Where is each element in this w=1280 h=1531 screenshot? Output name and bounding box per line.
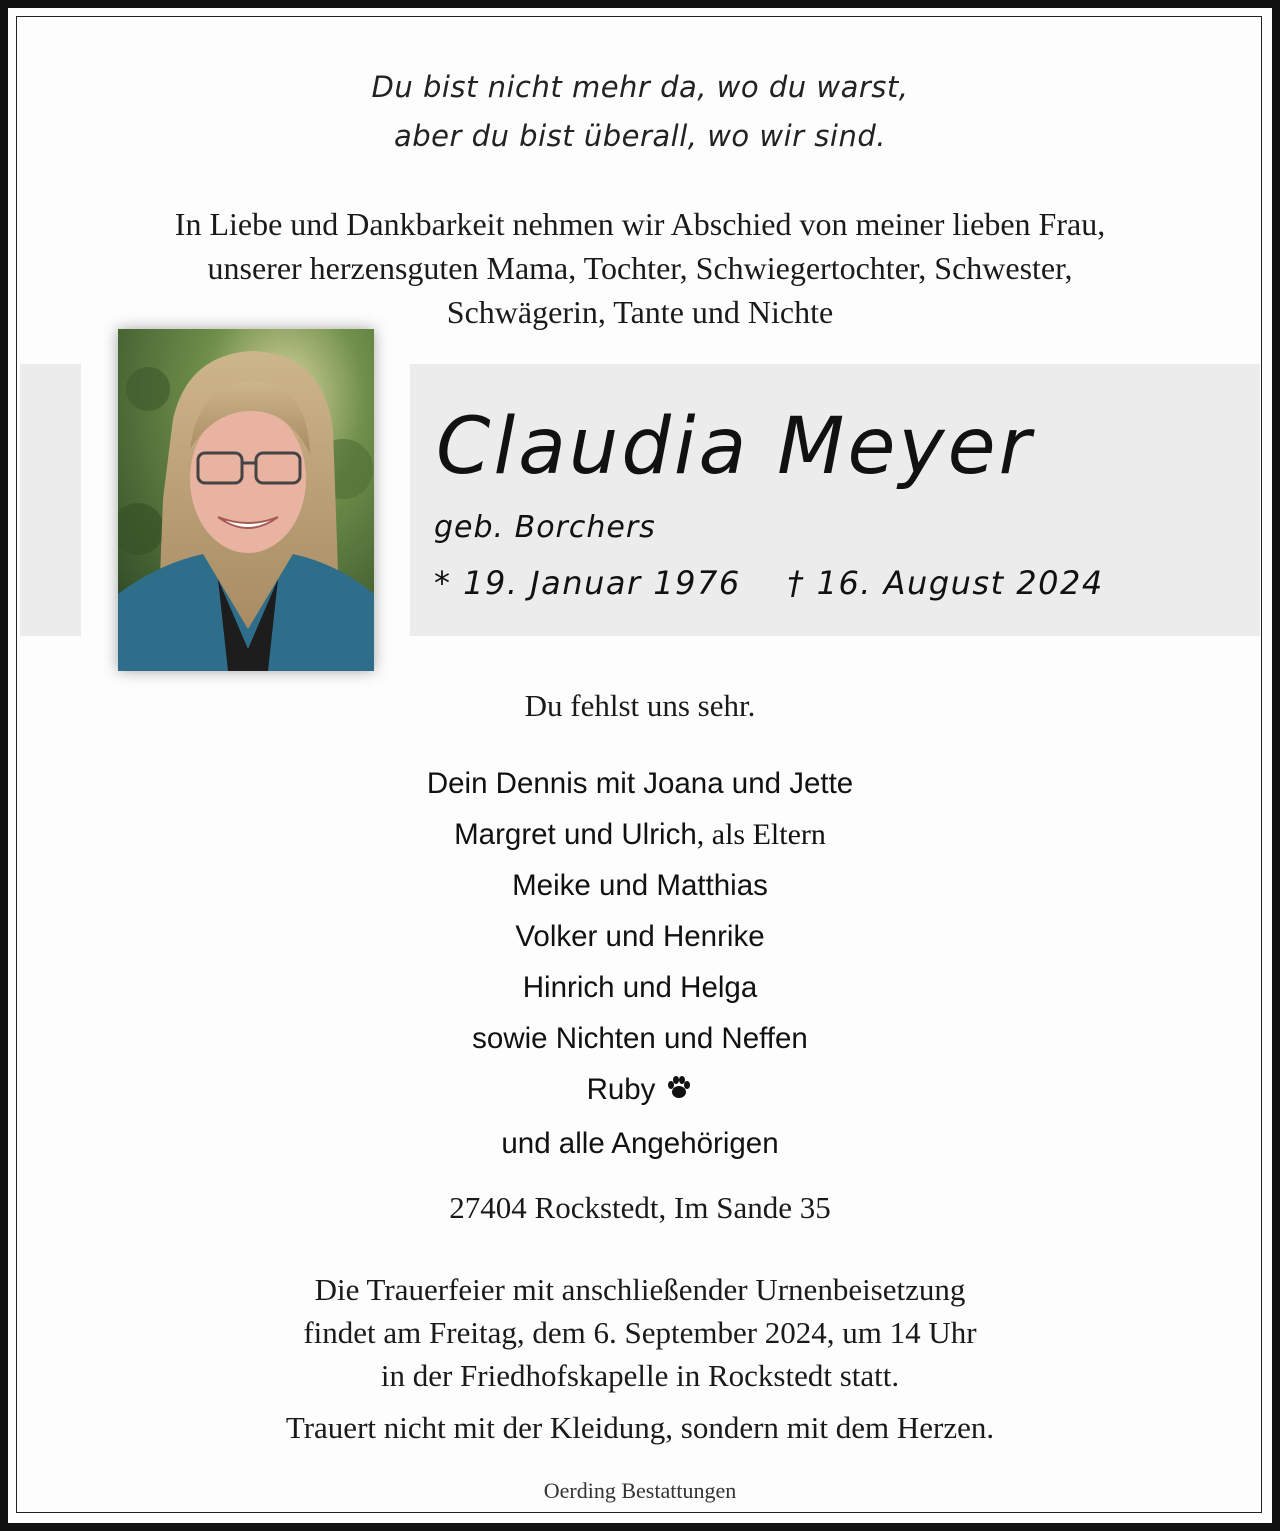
life-dates: * 19. Januar 1976 † 16. August 2024: [434, 564, 1104, 602]
quote-line-2: aber du bist überall, wo wir sind.: [394, 119, 886, 153]
parents-note: , als Eltern: [696, 818, 826, 851]
closing-line: Trauert nicht mit der Kleidung, sondern mit dem Herzen.: [285, 1410, 995, 1445]
family-line-1: Dein Dennis mit Joana und Jette: [426, 767, 854, 800]
family-line-4: Volker und Henrike: [515, 920, 765, 953]
family-list: [8, 758, 1272, 1169]
service-line-2: findet am Freitag, dem 6. September 2024, um 14 Uhr: [303, 1315, 977, 1350]
quote-line-1: Du bist nicht mehr da, wo du warst,: [371, 70, 909, 104]
paw-icon: [665, 1067, 693, 1118]
portrait-illustration: [118, 329, 374, 671]
birth-name: geb. Borchers: [434, 510, 656, 545]
family-line-2: [8, 809, 1272, 860]
parents-names: Margret und Ulrich: [454, 818, 697, 851]
deceased-name: Claudia Meyer: [436, 402, 1034, 492]
family-line-7: [8, 1064, 1272, 1118]
pet-name: Ruby: [586, 1073, 656, 1106]
service-info: [8, 1268, 1272, 1397]
intro-line-2: unserer herzensguten Mama, Tochter, Schwiegertochter, Schwester,: [207, 250, 1073, 286]
address: 27404 Rockstedt, Im Sande 35: [449, 1190, 831, 1225]
funeral-home: Oerding Bestattungen: [543, 1478, 737, 1503]
service-line-1: Die Trauerfeier mit anschließender Urnenbeisetzung: [314, 1272, 966, 1307]
family-line-3: Meike und Matthias: [512, 869, 768, 902]
intro-text: [8, 202, 1272, 334]
intro-line-1: In Liebe und Dankbarkeit nehmen wir Abschied von meiner lieben Frau,: [174, 206, 1106, 242]
obituary-notice: [8, 8, 1272, 1523]
family-line-8: und alle Angehörigen: [501, 1127, 779, 1160]
miss-line: Du fehlst uns sehr.: [524, 688, 756, 723]
intro-line-3: Schwägerin, Tante und Nichte: [446, 294, 834, 330]
service-line-3: in der Friedhofskapelle in Rockstedt statt.: [380, 1358, 900, 1393]
name-band-left: [20, 364, 81, 636]
opening-quote: [8, 63, 1272, 161]
portrait-photo: [118, 329, 374, 671]
family-line-5: Hinrich und Helga: [522, 971, 758, 1004]
family-line-6: sowie Nichten und Neffen: [472, 1022, 808, 1055]
